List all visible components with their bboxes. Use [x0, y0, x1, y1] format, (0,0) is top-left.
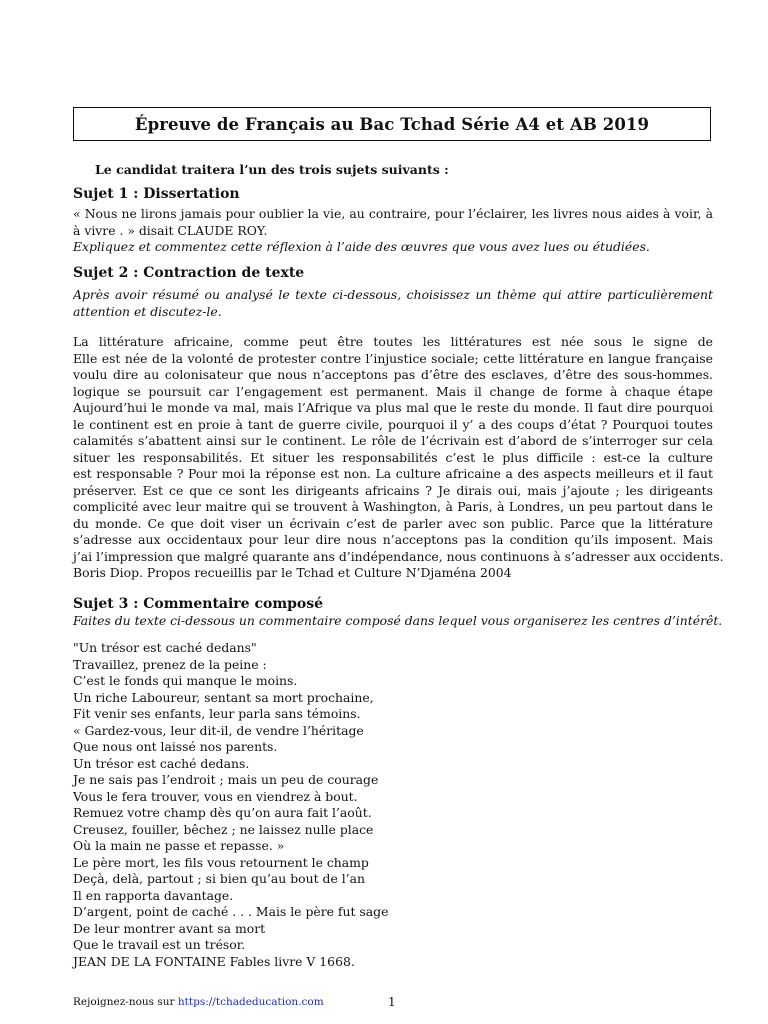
poem-line: Travaillez, prenez de la peine :	[73, 656, 267, 672]
poem-line: Je ne sais pas l’endroit ; mais un peu de courage	[73, 772, 379, 787]
text-line: calamités s’abattent ainsi sur le continent. Le rôle de l’écrivain est d’abord de s’interroger sur cela	[73, 433, 713, 448]
text-line: est responsable ? Pour moi la réponse est non. La culture africaine a des aspects meilleurs et il faut	[73, 466, 713, 481]
poem-line: Creusez, fouiller, bêchez ; ne laissez nulle place	[73, 821, 374, 837]
sujet2-instruction-line: attention et discutez-le.	[73, 303, 222, 319]
sujet1-quote-line: à vivre . » disait CLAUDE ROY.	[73, 222, 268, 238]
poem-line: Remuez votre champ dès qu’on aura fait l’août.	[73, 805, 372, 820]
sujet2-instruction	[73, 287, 713, 320]
sujet2-text	[73, 334, 724, 582]
poem-line: « Gardez-vous, leur dit-il, de vendre l’héritage	[73, 722, 364, 738]
text-line: logique se poursuit car l’engagement est permanent. Mais il change de forme à chaque étape	[73, 383, 713, 399]
page-title: Épreuve de Français au Bac Tchad Série A4 et AB 2019	[134, 114, 650, 134]
footer	[73, 996, 324, 1008]
poem-line: Que le travail est un trésor.	[73, 937, 246, 952]
poem-line: Un riche Laboureur, sentant sa mort prochaine,	[73, 689, 374, 705]
poem-line: Fit venir ses enfants, leur parla sans témoins.	[73, 706, 361, 721]
intro-text: Le candidat traitera l’un des trois sujets suivants :	[95, 162, 449, 177]
poem-line: Il en rapporta davantage.	[73, 887, 234, 903]
poem	[73, 640, 388, 970]
title-box	[73, 107, 711, 141]
sujet1-instruction: Expliquez et commentez cette réflexion à l’aide des œuvres que vous avez lues ou étudiées.	[73, 239, 650, 254]
poem-line: D’argent, point de caché . . . Mais le père fut sage	[73, 904, 389, 919]
poem-line: De leur montrer avant sa mort	[73, 920, 266, 936]
sujet3-instruction: Faites du texte ci-dessous un commentaire composé dans lequel vous organiserez les centres d’intérêt.	[73, 613, 723, 628]
text-line: situer les responsabilités. Et situer les responsabilités c’est le plus difficile : est-ce la culture	[73, 449, 713, 465]
text-line: complicité avec leur maitre qui se trouvent à Washington, à Paris, à Londres, un peu partout dans le	[73, 499, 713, 514]
text-line: du monde. Ce que doit viser un écrivain c’est de parler avec son public. Parce que la littérature	[73, 515, 713, 531]
text-line: voulu dire au colonisateur que nous n’acceptons pas d’être des esclaves, d’être des sous-hommes.	[73, 367, 713, 382]
sujet3-heading: Sujet 3 : Commentaire composé	[73, 596, 324, 612]
poem-line: Que nous ont laissé nos parents.	[73, 739, 278, 754]
footer-prefix: Rejoignez-nous sur	[73, 996, 178, 1008]
sujet1-heading: Sujet 1 : Dissertation	[73, 186, 240, 202]
text-line: le continent est en proie à tant de guerre civile, pourquoi il y’ a des coups d’état ? Pourquoi toutes	[73, 416, 713, 432]
sujet1-quote-line: « Nous ne lirons jamais pour oublier la vie, au contraire, pour l’éclairer, les livres nous aides à voir, à	[73, 206, 713, 221]
poem-line: Deçà, delà, partout ; si bien qu’au bout de l’an	[73, 871, 365, 886]
page-number: 1	[388, 995, 396, 1009]
text-line: La littérature africaine, comme peut être toutes les littératures est née sous le signe de	[73, 334, 713, 349]
poem-line: Où la main ne passe et repasse. »	[73, 838, 285, 853]
footer-link[interactable]: https://tchadeducation.com	[177, 996, 324, 1008]
text-line: j’ai l’impression que malgré quarante ans d’indépendance, nous continuons à s’adresser aux occidents.	[73, 548, 724, 564]
poem-line: Un trésor est caché dedans.	[73, 755, 250, 771]
poem-line: C’est le fonds qui manque le moins.	[73, 673, 298, 688]
sujet3-instruction-block	[73, 613, 723, 630]
poem-author: JEAN DE LA FONTAINE Fables livre V 1668.	[73, 953, 355, 969]
sujet2-source: Boris Diop. Propos recueillis par le Tchad et Culture N’Djaména 2004	[73, 565, 512, 580]
poem-line: Le père mort, les fils vous retournent le champ	[73, 854, 369, 870]
poem-line: Vous le fera trouver, vous en viendrez à bout.	[73, 788, 358, 804]
text-line: Aujourd’hui le monde va mal, mais l’Afrique va plus mal que le reste du monde. Il faut dire pourquoi	[73, 400, 713, 415]
poem-line: "Un trésor est caché dedans"	[73, 640, 257, 655]
text-line: Elle est née de la volonté de protester contre l’injustice sociale; cette littérature en langue française	[73, 350, 713, 366]
text-line: s’adresse aux occidentaux pour leur dire nous n’acceptons pas la condition qu’ils imposent. Mais	[73, 532, 713, 547]
text-line: préserver. Est ce que ce sont les dirigeants africains ? Je dirais oui, mais j’ajoute ; les dirigeants	[73, 482, 713, 498]
sujet1-body	[73, 206, 713, 256]
sujet2-instruction-line: Après avoir résumé ou analysé le texte ci-dessous, choisissez un thème qui attire particulièrement	[73, 287, 713, 302]
sujet2-heading: Sujet 2 : Contraction de texte	[73, 265, 305, 281]
